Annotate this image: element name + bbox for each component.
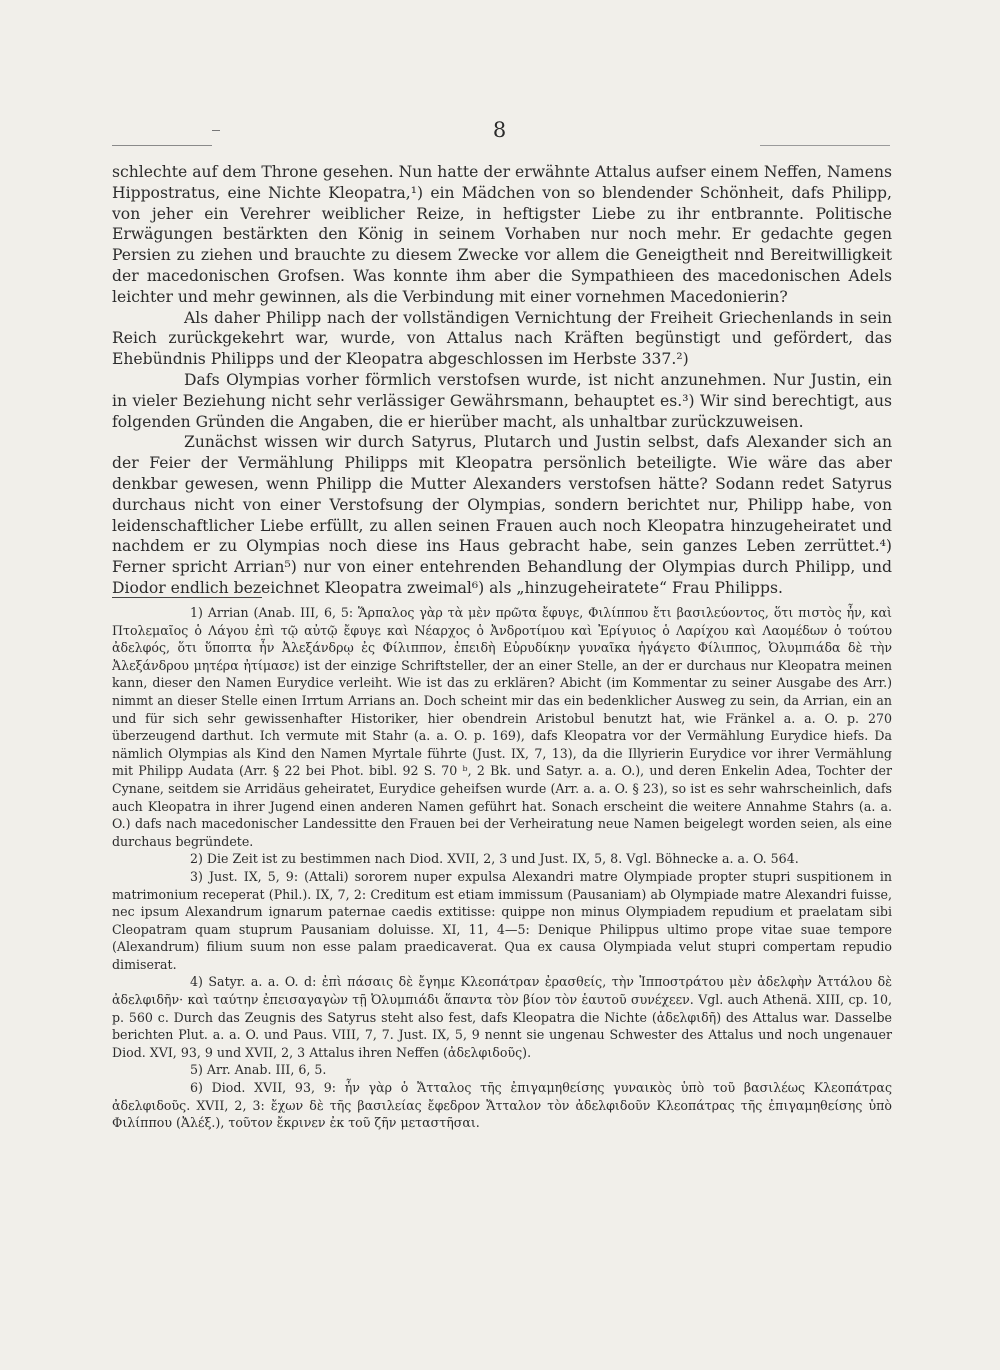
footnote-5: 5) Arr. Anab. III, 6, 5. xyxy=(190,1062,327,1078)
footnote-separator xyxy=(112,597,262,598)
footnote-6: 6) Diod. XVII, 93, 9: ἦν γὰρ ὁ Ἄτταλος τῆς ἐπιγαμηθείσης γυναικὸς ὑπὸ τοῦ βασιλέως Κλεοπάτρας ἀδελφιδοῦς. XVII, 2, 3: ἔχων δὲ τῆς βασιλείας ἔφεδρον Ἄτταλον τὸν ἀδελφιδοῦν Κλεοπάτρας τῆς ἐπιγαμηθείσης ὑπὸ Φιλίππου (Ἀλέξ.), τοῦτον ἔκρινεν ἐκ τοῦ ζῆν μεταστῆσαι. xyxy=(112,1080,892,1131)
paragraph-2: Als daher Philipp nach der vollständigen Vernichtung der Freiheit Griechenlands in sein Reich zurückgekehrt war, wurde, von Attalus nach Kräften begünstigt und gefördert, das Ehebündnis Philipps und der Kleopatra abgeschlossen im Herbste 337.²) xyxy=(112,308,892,369)
footnote-3: 3) Just. IX, 5, 9: (Attali) sororem nuper expulsa Alexandri matre Olympiade propter stupri suspitionem in matrimonium receperat (Phil.). IX, 7, 2: Creditum est etiam immissum (Pausaniam) ab Olympiade matre Alexandri fuisse, nec ipsum Alexandrum ignarum paternae caedis extitisse: quippe non minus Olympiadem repudium et praelatam sibi Cleopatram quam stuprum Pausaniam doluisse. XI, 11, 4—5: Denique Philippus ultimo prope vitae suae tempore (Alexandrum) filium suum non esse palam praedicaverat. Qua ex causa Olympiada velut stupri compertam repudio dimiserat. xyxy=(112,868,892,972)
footnotes xyxy=(112,604,892,1132)
paragraph-4: Zunächst wissen wir durch Satyrus, Plutarch und Justin selbst, dafs Alexander sich an der Feier der Vermählung Philipps mit Kleopatra persönlich beteiligte. Wie wäre das aber denkbar gewesen, wenn Philipp die Mutter Alexanders verstofsen hätte? Sodann redet Satyrus durchaus nicht von einer Verstofsung der Olympias, sondern berichtet nur, Philipp habe, von leidenschaftlicher Liebe erfüllt, zu allen seinen Frauen auch noch Kleopatra hinzugeheiratet und nachdem er zu Olympias noch diese ins Haus gebracht habe, sein ganzes Leben zerrüttet.⁴) Ferner spricht Arrian⁵) nur von einer entehrenden Behandlung der Olympias durch Philipp, und Diodor endlich bezeichnet Kleopatra zweimal⁶) als „hinzugeheiratete“ Frau Philipps. xyxy=(112,433,892,597)
page-number: 8 xyxy=(492,118,508,142)
paragraph-3: Dafs Olympias vorher förmlich verstofsen wurde, ist nicht anzunehmen. Nur Justin, ein in vieler Beziehung nicht sehr verlässiger Gewährsmann, behauptet es.³) Wir sind berechtigt, aus folgenden Gründen die Angaben, die er hierüber macht, als unhaltbar zurückzuweisen. xyxy=(112,370,892,431)
footnote-1: 1) Arrian (Anab. III, 6, 5: Ἅρπαλος γὰρ τὰ μὲν πρῶτα ἔφυγε, Φιλίππου ἔτι βασιλεύοντος, ὅτι πιστὸς ἦν, καὶ Πτολεμαῖος ὁ Λάγου ἐπὶ τῷ αὐτῷ ἔφυγε καὶ Νέαρχος ὁ Ἀνδροτίμου καὶ Ἐρίγυιος ὁ Λαρίχου καὶ Λαομέδων ὁ τούτου ἀδελφός, ὅτι ὕποπτα ἦν Ἀλεξάνδρῳ ἐς Φίλιππον, ἐπειδὴ Εὐρυδίκην γυναῖκα ἠγάγετο Φίλιππος, Ὀλυμπιάδα δὲ τὴν Ἀλεξάνδρου μητέρα ἠτίμασε) ist der einzige Schriftsteller, der an einer Stelle, an der er durchaus nur Kleopatra meinen kann, dieser den Namen Eurydice verleiht. Wie ist das zu erklären? Abicht (im Kommentar zu seiner Ausgabe des Arr.) nimmt an dieser Stelle einen Irrtum Arrians an. Doch scheint mir das ein bedenklicher Ausweg zu sein, da Arrian, ein an und für sich sehr gewissenhafter Historiker, hier obendrein Aristobul benutzt hat, wie Fränkel a. a. O. p. 270 überzeugend darthut. Ich vermute mit Stahr (a. a. O. p. 169), dafs Kleopatra vor der Vermählung Eurydice hiefs. Da nämlich Olympias als Kind den Namen Myrtale führte (Just. IX, 7, 13), da die Illyrierin Eurydice vor ihrer Vermählung mit Philipp Audata (Arr. § 22 bei Phot. bibl. 92 S. 70 ᵇ, 2 Bk. und Satyr. a. a. O.), und deren Enkelin Adea, Tochter der Cynane, seitdem sie Arridäus geheiratet, Eurydice geheifsen wurde (Arr. a. a. O. § 23), so ist es sehr wahrscheinlich, dafs auch Kleopatra in ihrer Jugend einen anderen Namen geführt hat. Sonach erscheint die weitere Annahme Stahrs (a. a. O.) dafs nach macedonischer Landessitte den Frauen bei der Verheiratung neue Namen beigelegt worden seien, als eine durchaus begründete. xyxy=(112,605,892,849)
header-rule-left xyxy=(112,145,212,146)
main-text xyxy=(112,162,892,599)
footnote-4: 4) Satyr. a. a. O. d: ἐπὶ πάσαις δὲ ἔγημε Κλεοπάτραν ἐρασθείς, τὴν Ἱπποστράτου μὲν ἀδελφὴν Ἀττάλου δὲ ἀδελφιδῆν· καὶ ταύτην ἐπεισαγαγὼν τῇ Ὀλυμπιάδι ἅπαντα τὸν βίον τὸν ἑαυτοῦ συνέχεεν. Vgl. auch Athenä. XIII, cp. 10, p. 560 c. Durch das Zeugnis des Satyrus steht also fest, dafs Kleopatra die Nichte (ἀδελφιδῆ) des Attalus war. Dasselbe berichten Plut. a. a. O. und Paus. VIII, 7, 7. Just. IX, 5, 9 nennt sie ungenau Schwester des Attalus und noch ungenauer Diod. XVI, 93, 9 und XVII, 2, 3 Attalus ihren Neffen (ἀδελφιδοῦς). xyxy=(112,974,892,1060)
header-rule-right xyxy=(760,145,890,146)
paragraph-1: schlechte auf dem Throne gesehen. Nun hatte der erwähnte Attalus aufser einem Neffen, Namens Hippostratus, eine Nichte Kleopatra,¹) ein Mädchen von so blendender Schönheit, dafs Philipp, von jeher ein Verehrer weiblicher Reize, in heftigster Liebe zu ihr entbrannte. Politische Erwägungen bestärkten den König in seinem Vorhaben nur noch mehr. Er gedachte gegen Persien zu ziehen und brauchte zu diesem Zwecke vor allem die Geneigtheit nnd Bereitwilligkeit der macedonischen Grofsen. Was konnte ihm aber die Sympathieen des macedonischen Adels leichter und mehr gewinnen, als die Verbindung mit einer vornehmen Macedonierin? xyxy=(112,163,892,306)
footnote-2: 2) Die Zeit ist zu bestimmen nach Diod. XVII, 2, 3 und Just. IX, 5, 8. Vgl. Böhnecke a. a. O. 564. xyxy=(190,851,799,867)
